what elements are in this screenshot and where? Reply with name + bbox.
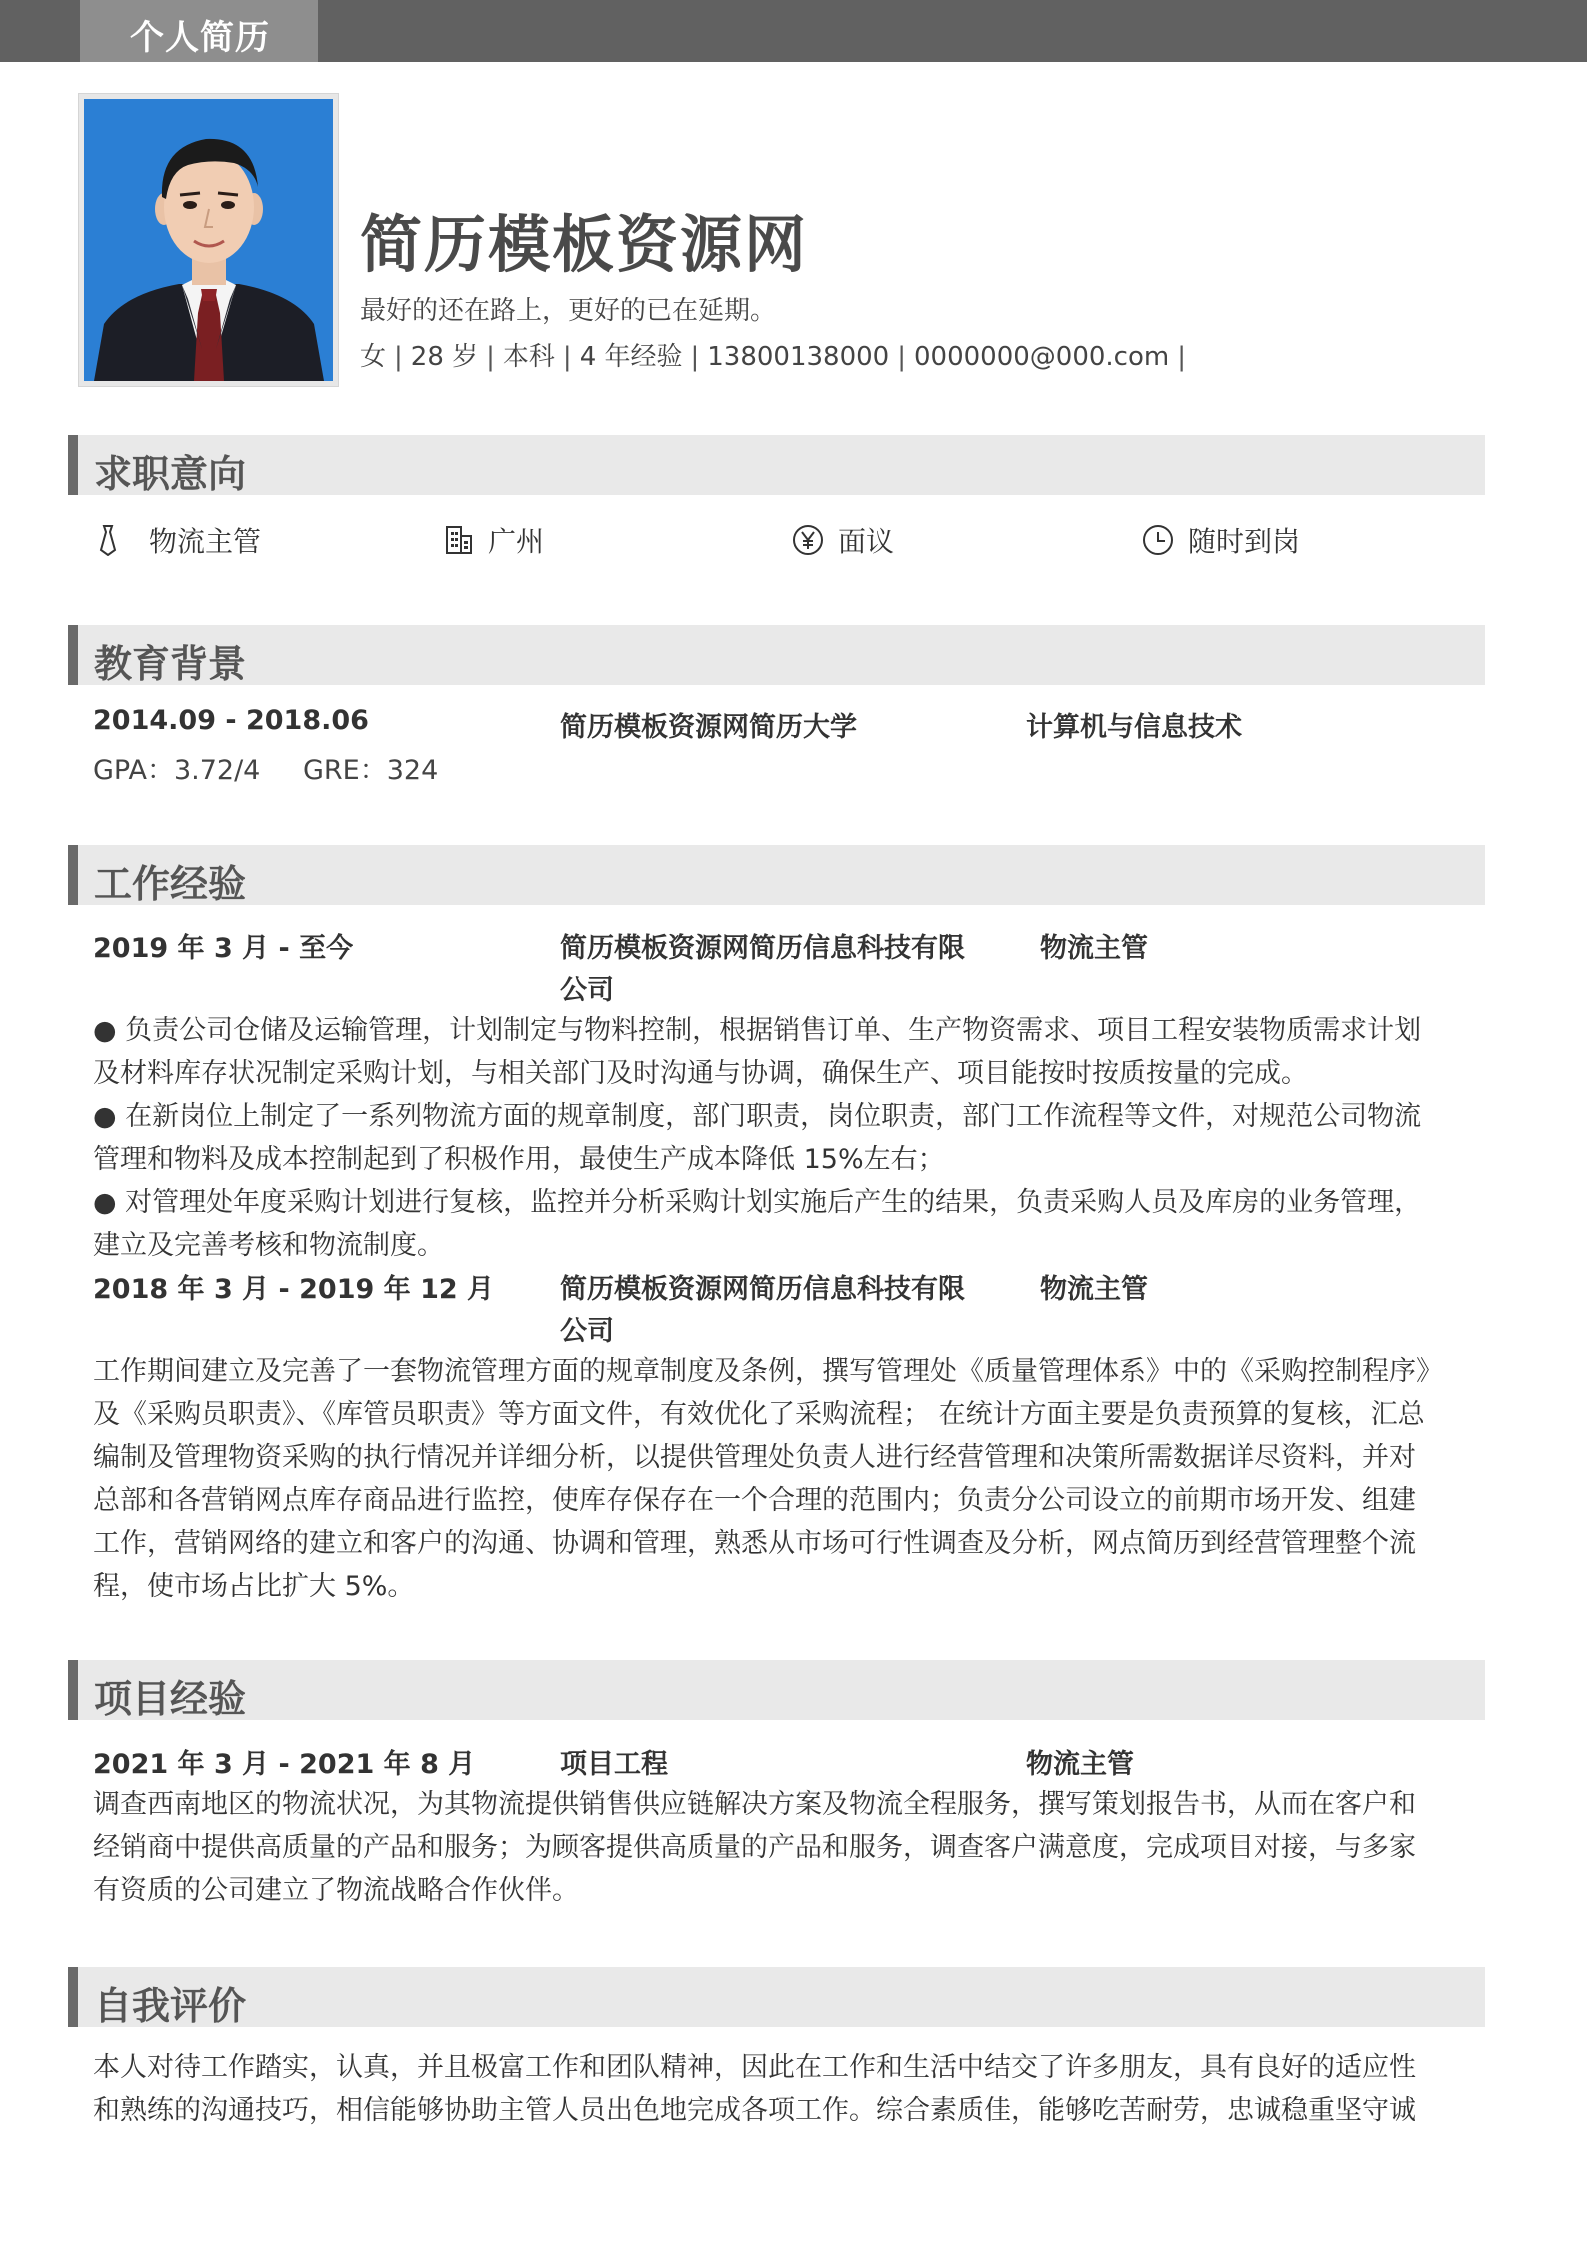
work1-bullet-line: 建立及完善考核和物流制度。 xyxy=(93,1230,444,1261)
resume-tab-label: 个人简历 xyxy=(130,18,270,58)
education-school: 简历模板资源网简历大学 xyxy=(560,712,857,743)
project-description xyxy=(93,1783,1473,1912)
section-header-intent xyxy=(68,435,1485,495)
education-period: 2014.09 - 2018.06 xyxy=(93,705,369,736)
work2-description xyxy=(93,1350,1473,1608)
project-line: 有资质的公司建立了物流战略合作伙伴。 xyxy=(93,1875,579,1906)
self-eval-line: 和熟练的沟通技巧，相信能够协助主管人员出色地完成各项工作。综合素质佳，能够吃苦耐劳，忠诚稳重坚守诚 xyxy=(93,2095,1416,2126)
project-role: 物流主管 xyxy=(1026,1749,1134,1780)
section-marker xyxy=(68,625,78,685)
work2-title: 物流主管 xyxy=(1040,1274,1148,1305)
section-marker xyxy=(68,845,78,905)
section-header-work xyxy=(68,845,1485,905)
section-header-project xyxy=(68,1660,1485,1720)
education-gre: GRE：324 xyxy=(303,755,439,786)
candidate-name: 简历模板资源网 xyxy=(360,208,809,281)
work2-line: 工作，营销网络的建立和客户的沟通、协调和管理，熟悉从市场可行性调查及分析，网点简历到经营管理整个流 xyxy=(93,1528,1416,1559)
intent-city-label: 广州 xyxy=(488,525,545,558)
project-line: 经销商中提供高质量的产品和服务；为顾客提供高质量的产品和服务，调查客户满意度，完成项目对接，与多家 xyxy=(93,1832,1416,1863)
section-marker xyxy=(68,435,78,495)
work1-title: 物流主管 xyxy=(1040,933,1148,964)
info-degree: 本科 xyxy=(502,342,555,372)
work1-company-line2: 公司 xyxy=(560,975,614,1006)
work2-line: 工作期间建立及完善了一套物流管理方面的规章制度及条例，撰写管理处《质量管理体系》中的《采购控制程序》 xyxy=(93,1356,1443,1387)
info-age: 28 岁 xyxy=(410,342,479,372)
work1-period: 2019 年 3 月 - 至今 xyxy=(93,933,354,964)
work2-company-line1: 简历模板资源网简历信息科技有限 xyxy=(560,1274,965,1305)
intent-salary xyxy=(792,518,894,562)
intent-availability xyxy=(1142,518,1300,562)
building-icon xyxy=(444,524,474,556)
work1-bullet-line: ● 对管理处年度采购计划进行复核，监控并分析采购计划实施后产生的结果，负责采购人员及库房的业务管理， xyxy=(93,1187,1422,1218)
work1-bullet-line: 管理和物料及成本控制起到了积极作用，最使生产成本降低 15%左右； xyxy=(93,1144,945,1175)
section-header-education xyxy=(68,625,1485,685)
profile-photo xyxy=(84,99,333,381)
clock-icon xyxy=(1142,524,1174,556)
intent-city xyxy=(444,518,544,562)
info-gender: 女 xyxy=(360,342,387,372)
intent-availability-label: 随时到岗 xyxy=(1188,525,1301,558)
section-title-self-eval: 自我评价 xyxy=(94,1984,247,2028)
photo-frame xyxy=(78,93,339,387)
section-header-self-eval xyxy=(68,1967,1485,2027)
info-email: 0000000@000.com xyxy=(914,342,1170,372)
info-experience: 4 年经验 xyxy=(579,342,683,372)
self-eval-line: 本人对待工作踏实，认真，并且极富工作和团队精神，因此在工作和生活中结交了许多朋友，具有良好的适应性 xyxy=(93,2052,1416,2083)
education-major: 计算机与信息技术 xyxy=(1026,712,1242,743)
section-marker xyxy=(68,1660,78,1720)
section-title-project: 项目经验 xyxy=(94,1677,247,1721)
work1-duties xyxy=(93,1009,1473,1267)
intent-salary-label: 面议 xyxy=(838,525,895,558)
work2-line: 总部和各营销网点库存商品进行监控，使库存保存在一个合理的范围内；负责分公司设立的前期市场开发、组建 xyxy=(93,1485,1416,1516)
work1-company-line1: 简历模板资源网简历信息科技有限 xyxy=(560,933,965,964)
section-title-intent: 求职意向 xyxy=(94,452,247,496)
intent-position xyxy=(95,518,261,562)
education-gpa: GPA：3.72/4 xyxy=(93,755,261,786)
work2-line: 编制及管理物资采购的执行情况并详细分析，以提供管理处负责人进行经营管理和决策所需数据详尽资料，并对 xyxy=(93,1442,1416,1473)
project-line: 调查西南地区的物流状况，为其物流提供销售供应链解决方案及物流全程服务，撰写策划报告书，从而在客户和 xyxy=(93,1789,1416,1820)
section-marker xyxy=(68,1967,78,2027)
intent-position-label: 物流主管 xyxy=(149,525,262,558)
self-eval-text xyxy=(93,2046,1473,2132)
info-phone: 13800138000 xyxy=(707,342,890,372)
portrait-illustration xyxy=(84,99,333,381)
project-name: 项目工程 xyxy=(560,1749,668,1780)
work1-bullet-line: 及材料库存状况制定采购计划，与相关部门及时沟通与协调，确保生产、项目能按时按质按量的完成。 xyxy=(93,1058,1308,1089)
work2-period: 2018 年 3 月 - 2019 年 12 月 xyxy=(93,1274,495,1305)
candidate-motto: 最好的还在路上，更好的已在延期。 xyxy=(360,296,777,326)
work2-line: 及《采购员职责》、《库管员职责》等方面文件，有效优化了采购流程； 在统计方面主要是负责预算的复核，汇总 xyxy=(93,1399,1425,1430)
work1-bullet-line: ● 在新岗位上制定了一系列物流方面的规章制度，部门职责，岗位职责，部门工作流程等文件，对规范公司物流 xyxy=(93,1101,1422,1132)
section-title-education: 教育背景 xyxy=(94,642,247,686)
section-title-work: 工作经验 xyxy=(94,862,247,906)
work2-line: 程，使市场占比扩大 5%。 xyxy=(93,1571,415,1602)
resume-tab xyxy=(80,0,318,62)
yen-icon xyxy=(792,524,824,556)
project-period: 2021 年 3 月 - 2021 年 8 月 xyxy=(93,1749,476,1780)
work1-bullet-line: ● 负责公司仓储及运输管理，计划制定与物料控制，根据销售订单、生产物资需求、项目工程安装物质需求计划 xyxy=(93,1015,1422,1046)
tie-icon xyxy=(95,524,121,556)
work2-company-line2: 公司 xyxy=(560,1316,614,1347)
candidate-info-line: 女 | 28 岁 | 本科 | 4 年经验 | 13800138000 | 0000000@000.com | xyxy=(360,342,1186,372)
